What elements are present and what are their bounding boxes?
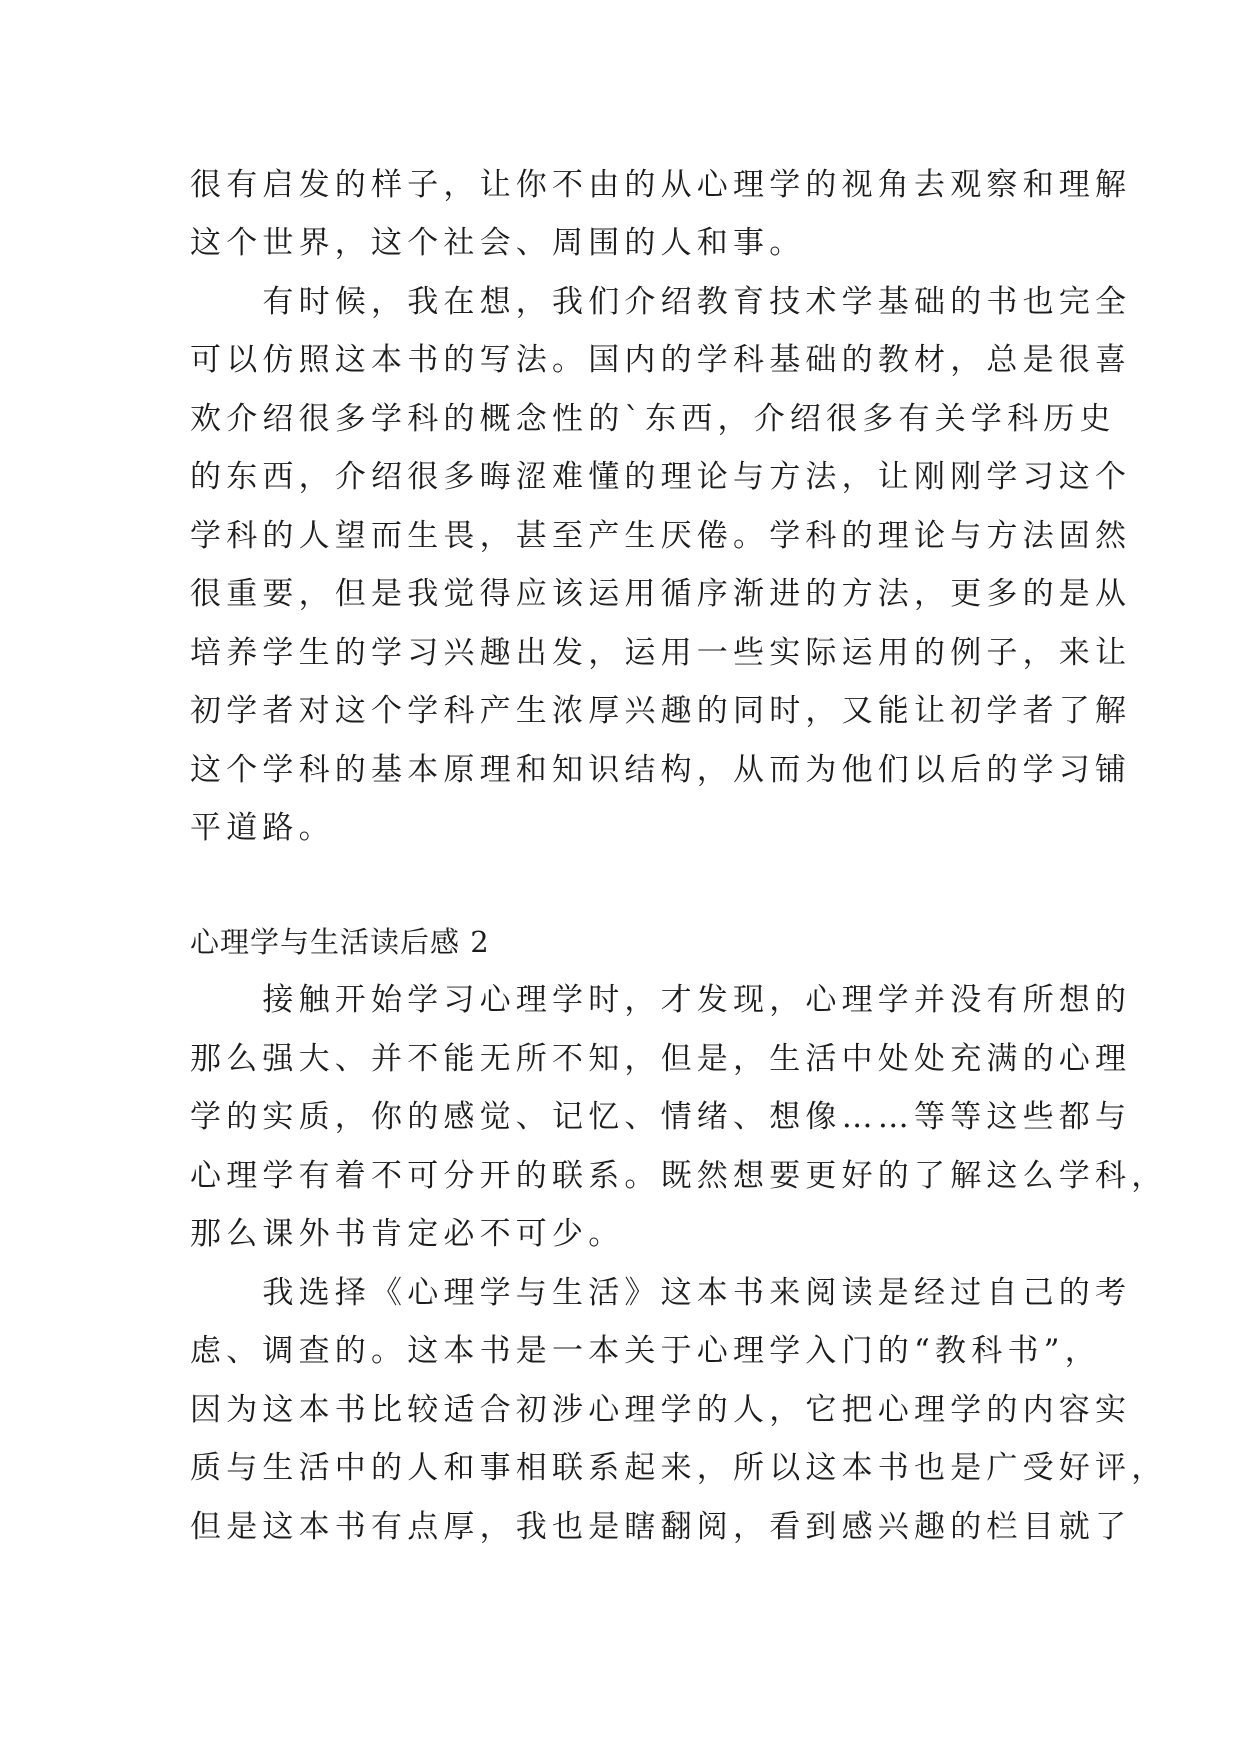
text-line: 欢介绍很多学科的概念性的`东西，介绍很多有关学科历史 xyxy=(190,401,1116,437)
text-line: 心理学有着不可分开的联系。既然想要更好的了解这么学科， xyxy=(190,1158,1168,1194)
text-line: 很重要，但是我觉得应该运用循序渐进的方法，更多的是从 xyxy=(190,576,1132,612)
text-line: 学的实质，你的感觉、记忆、情绪、想像……等等这些都与 xyxy=(190,1099,1132,1135)
text-line: 平道路。 xyxy=(190,810,335,846)
text-line: 质与生活中的人和事相联系起来，所以这本书也是广受好评， xyxy=(190,1450,1168,1486)
text-line: 可以仿照这本书的写法。国内的学科基础的教材，总是很喜 xyxy=(190,342,1132,378)
text-line: 这个世界，这个社会、周围的人和事。 xyxy=(190,225,806,261)
text-line: 的东西，介绍很多晦涩难懂的理论与方法，让刚刚学习这个 xyxy=(190,459,1132,495)
section-heading: 心理学与生活读后感 2 xyxy=(190,925,490,959)
text-line: 学科的人望而生畏，甚至产生厌倦。学科的理论与方法固然 xyxy=(190,518,1132,554)
text-line: 那么课外书肯定必不可少。 xyxy=(190,1216,625,1252)
text-line: 有时候，我在想，我们介绍教育技术学基础的书也完全 xyxy=(190,284,1132,320)
text-line: 培养学生的学习兴趣出发，运用一些实际运用的例子，来让 xyxy=(190,635,1132,671)
text-line: 初学者对这个学科产生浓厚兴趣的同时，又能让初学者了解 xyxy=(190,693,1132,729)
text-line: 但是这本书有点厚，我也是瞎翻阅，看到感兴趣的栏目就了 xyxy=(190,1509,1132,1545)
text-line: 那么强大、并不能无所不知，但是，生活中处处充满的心理 xyxy=(190,1041,1132,1077)
text-line: 接触开始学习心理学时，才发现，心理学并没有所想的 xyxy=(190,982,1132,1018)
text-line: 因为这本书比较适合初涉心理学的人，它把心理学的内容实 xyxy=(190,1392,1132,1428)
text-line: 这个学科的基本原理和知识结构，从而为他们以后的学习铺 xyxy=(190,752,1132,788)
text-line: 虑、调查的。这本书是一本关于心理学入门的“教科书”， xyxy=(190,1333,1101,1369)
text-line: 很有启发的样子，让你不由的从心理学的视角去观察和理解 xyxy=(190,167,1132,203)
text-line: 我选择《心理学与生活》这本书来阅读是经过自己的考 xyxy=(190,1275,1132,1311)
